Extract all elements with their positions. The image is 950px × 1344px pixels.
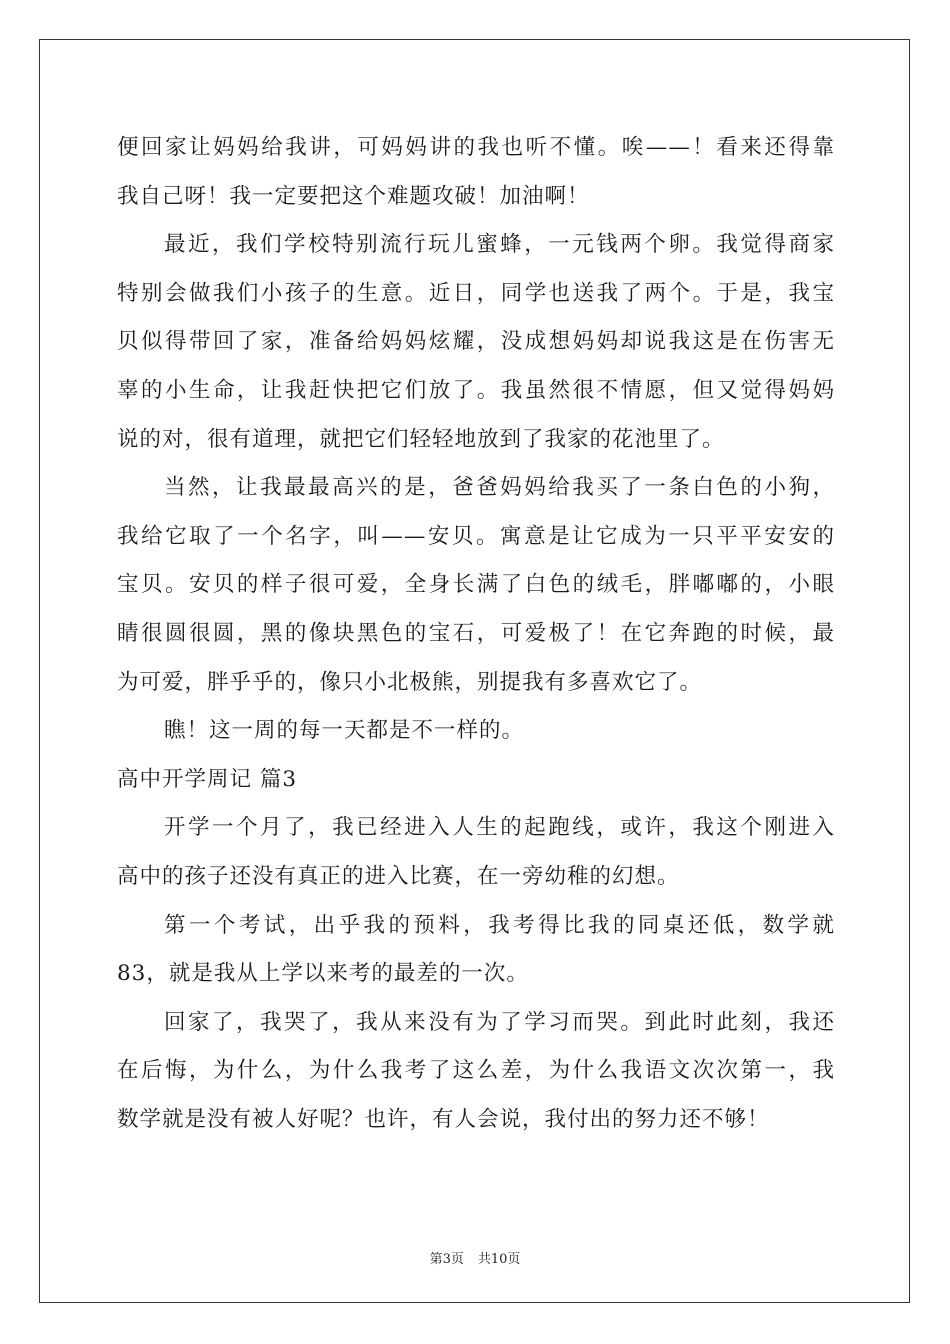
text-line: 瞧！这一周的每一天都是不一样的。 [164,718,525,744]
text-line: 当然，让我最最高兴的是，爸爸妈妈给我买了一条白色的小狗， [164,475,835,501]
text-line: 宝贝。安贝的样子很可爱，全身长满了白色的绒毛，胖嘟嘟的，小眼 [117,572,835,598]
text-line: 为可爱，胖乎乎的，像只小北极熊，别提我有多喜欢它了。 [117,669,703,695]
text-line: 高中的孩子还没有真正的进入比赛，在一旁幼稚的幻想。 [117,863,680,889]
text-line: 我自己呀！我一定要把这个难题攻破！加油啊！ [117,183,590,209]
text-line: 便回家让妈妈给我讲，可妈妈讲的我也听不懂。唉——！看来还得靠 [117,135,835,160]
text-line: 第一个考试，出乎我的预料，我考得比我的同桌还低，数学就 [164,912,835,938]
page-footer [0,1248,950,1267]
document-body [117,124,835,1144]
text-line: 说的对，很有道理，就把它们轻轻地放到了我家的花池里了。 [117,426,725,452]
text-line: 我给它取了一个名字，叫——安贝。寓意是让它成为一只平平安安的 [117,523,835,549]
text-line: 特别会做我们小孩子的生意。近日，同学也送我了两个。于是，我宝 [117,280,835,306]
page-total: 共10页 [477,1252,521,1267]
page-number: 第3页 [429,1252,464,1267]
text-line: 辜的小生命，让我赶快把它们放了。我虽然很不情愿，但又觉得妈妈 [117,377,835,403]
text-line: 83，就是我从上学以来考的最差的一次。 [117,961,529,987]
text-line: 数学就是没有被人好呢？也许，有人会说，我付出的努力还不够！ [117,1106,770,1132]
text-line: 最近，我们学校特别流行玩儿蜜蜂，一元钱两个卵。我觉得商家 [164,232,835,258]
text-line: 贝似得带回了家，准备给妈妈炫耀，没成想妈妈却说我这是在伤害无 [117,329,835,355]
text-line: 在后悔，为什么，为什么我考了这么差，为什么我语文次次第一，我 [117,1058,835,1084]
text-line: 回家了，我哭了，我从来没有为了学习而哭。到此时此刻，我还 [164,1009,835,1035]
section-heading: 高中开学周记 篇3 [117,766,298,792]
text-line: 睛很圆很圆，黑的像块黑色的宝石，可爱极了！在它奔跑的时候，最 [117,620,835,646]
text-line: 开学一个月了，我已经进入人生的起跑线，或许，我这个刚进入 [164,815,835,841]
